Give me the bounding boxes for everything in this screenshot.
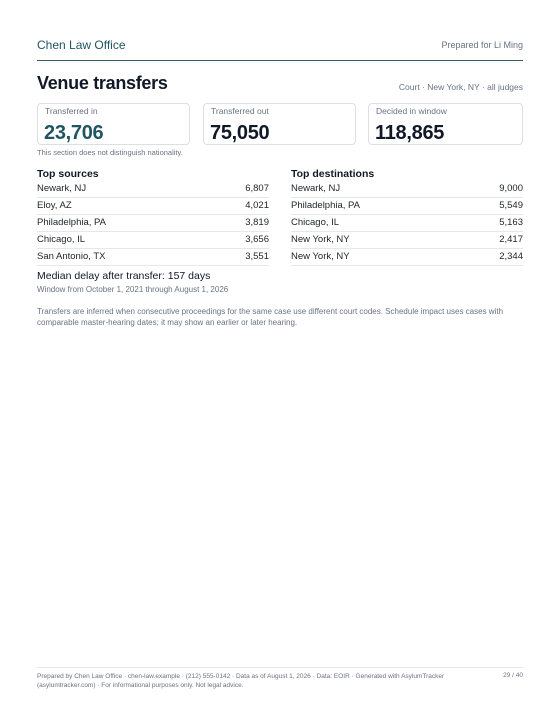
row-name: New York, NY (291, 251, 350, 262)
row-count: 9,000 (499, 183, 523, 194)
row-name: Chicago, IL (291, 217, 340, 228)
table-row (291, 249, 523, 266)
row-name: Chicago, IL (37, 234, 86, 245)
row-count: 3,656 (245, 234, 269, 245)
table-row (291, 181, 523, 198)
report-page (37, 0, 523, 725)
section-scope: Court · New York, NY · all judges (398, 82, 523, 92)
row-count: 6,807 (245, 183, 269, 194)
date-window: Window from October 1, 2021 through August 1, 2026 (37, 285, 229, 294)
top-sources-table (37, 167, 269, 266)
table-row (291, 232, 523, 249)
median-delay: Median delay after transfer: 157 days (37, 270, 211, 282)
section-title: Venue transfers (37, 73, 168, 93)
stat-card-transferred-out (203, 103, 356, 145)
row-name: Philadelphia, PA (291, 200, 361, 211)
table-row (291, 198, 523, 215)
row-count: 2,417 (499, 234, 523, 245)
top-destinations-table (291, 167, 523, 266)
page-footer (37, 667, 523, 690)
row-name: Philadelphia, PA (37, 217, 107, 228)
row-name: New York, NY (291, 234, 350, 245)
row-name: San Antonio, TX (37, 251, 106, 262)
row-count: 2,344 (499, 251, 523, 262)
table-title: Top sources (37, 168, 99, 180)
table-row (37, 198, 269, 215)
row-name: Newark, NJ (37, 183, 87, 194)
stat-value: 23,706 (44, 122, 104, 144)
row-count: 4,021 (245, 200, 269, 211)
row-name: Eloy, AZ (37, 200, 72, 211)
table-row (291, 215, 523, 232)
prepared-for: Prepared for Li Ming (441, 40, 523, 50)
stat-card-decided (368, 103, 523, 145)
table-title: Top destinations (291, 168, 375, 180)
row-count: 3,551 (245, 251, 269, 262)
stat-label: Transferred out (211, 106, 269, 116)
stat-label: Decided in window (376, 106, 447, 116)
page-number: 29 / 40 (503, 672, 523, 679)
table-row (37, 249, 269, 266)
page-header (37, 38, 523, 61)
row-count: 5,163 (499, 217, 523, 228)
table-row (37, 232, 269, 249)
row-name: Newark, NJ (291, 183, 341, 194)
footer-text: Prepared by Chen Law Office · chen-law.example · (212) 555-0142 · Data as of August 1, 2026 · Data: EOIR · Generated with AsylumTracker (asylumtracker.com) · For informational purposes only. Not legal advice. (37, 673, 445, 689)
nationality-note: This section does not distinguish nationality. (37, 148, 183, 157)
table-row (37, 181, 269, 198)
row-count: 5,549 (499, 200, 523, 211)
methodology-note: Transfers are inferred when consecutive proceedings for the same case use different court codes. Schedule impact uses cases with comparable master-hearing dates; it may show an earlier or later hearing. (37, 307, 504, 327)
stat-value: 75,050 (210, 122, 270, 144)
stat-value: 118,865 (375, 122, 445, 144)
firm-name: Chen Law Office (37, 38, 126, 52)
table-row (37, 215, 269, 232)
row-count: 3,819 (245, 217, 269, 228)
stat-card-transferred-in (37, 103, 190, 145)
stat-label: Transferred in (45, 106, 98, 116)
